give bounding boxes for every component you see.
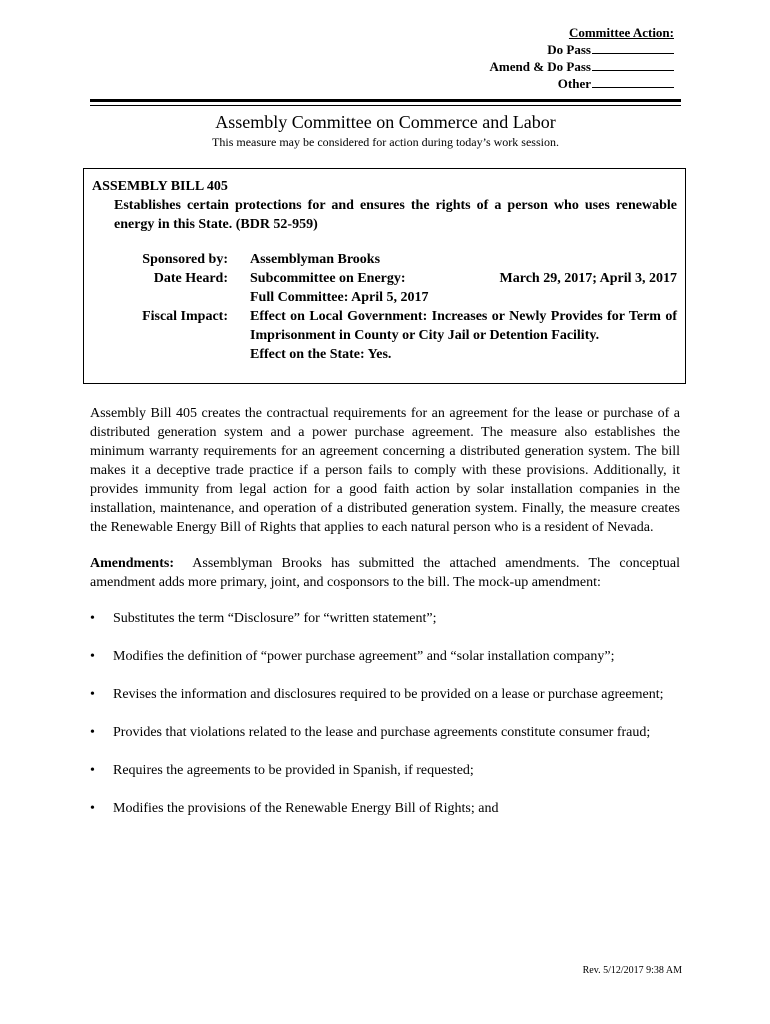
committee-title: Assembly Committee on Commerce and Labor [215, 112, 556, 132]
header-rule-thick [90, 99, 681, 102]
amendment-list [90, 609, 680, 818]
bullet-icon: • [90, 763, 95, 778]
sponsor-label: Sponsored by: [142, 252, 228, 267]
bill-summary: Establishes certain protections for and ensures the rights of a person who uses renewable energy in this State. (BDR 52-959) [114, 198, 677, 232]
fiscal-impact-state: Effect on the State: Yes. [250, 347, 392, 362]
bill-summary-box [83, 168, 686, 384]
amendments-label: Amendments: [90, 556, 174, 571]
bullet-icon: • [90, 801, 95, 816]
header-rule-thin [90, 105, 681, 106]
subcommittee-dates [250, 269, 677, 288]
action-blank [592, 42, 674, 54]
list-item: • Requires the agreements to be provided in Spanish, if requested; [90, 763, 474, 778]
subcommittee-date-list: March 29, 2017; April 3, 2017 [499, 271, 677, 286]
committee-action-block [490, 24, 674, 92]
bullet-icon: • [90, 649, 95, 664]
bill-body [90, 404, 680, 837]
bullet-icon: • [90, 611, 95, 626]
list-item: • Modifies the provisions of the Renewable Energy Bill of Rights; and [90, 801, 499, 816]
amendments-text: Assemblyman Brooks has submitted the attached amendments. The conceptual amendment adds more primary, joint, and cosponsors to the bill. The mock-up amendment: [90, 556, 680, 590]
fiscal-impact-label: Fiscal Impact: [142, 309, 228, 324]
list-item: • Substitutes the term “Disclosure” for “written statement”; [90, 611, 437, 626]
full-committee-date: Full Committee: April 5, 2017 [250, 290, 429, 305]
committee-action-heading: Committee Action: [568, 25, 674, 40]
work-session-note: This measure may be considered for action during today’s work session. [212, 135, 559, 149]
fiscal-impact-row [92, 307, 677, 364]
list-item: • Provides that violations related to the lease and purchase agreements constitute consumer fraud; [90, 725, 651, 740]
bill-description: Assembly Bill 405 creates the contractual requirements for an agreement for the lease or purchase of a distributed generation system and a power purchase agreement. The measure also establishes the minimum warranty requirements for an agreement concerning a distributed generation system. The bill makes it a deceptive trade practice if a person fails to comply with these provisions. Additionally, it provides immunity from legal action for a good faith action by solar installation companies in the installation, maintenance, and operation of a distributed generation system. Finally, the measure creates the Renewable Energy Bill of Rights that applies to each natural person who is a resident of Nevada. [90, 406, 680, 535]
date-heard-row [92, 269, 677, 307]
amendments-paragraph [90, 554, 680, 592]
action-blank [592, 76, 674, 88]
action-blank [592, 59, 674, 71]
bill-number: ASSEMBLY BILL 405 [92, 179, 228, 194]
bullet-icon: • [90, 725, 95, 740]
date-heard-label: Date Heard: [153, 271, 228, 286]
sponsor-value: Assemblyman Brooks [250, 252, 381, 267]
list-item: • Revises the information and disclosures required to be provided on a lease or purchase agreement; [90, 687, 664, 702]
action-option-amend-do-pass: Amend & Do Pass [490, 58, 674, 75]
sponsor-row [92, 250, 677, 269]
bullet-icon: • [90, 687, 95, 702]
revision-stamp: Rev. 5/12/2017 9:38 AM [582, 965, 682, 976]
fiscal-impact-value [250, 307, 677, 364]
fiscal-impact-local: Effect on Local Government: Increases or Newly Provides for Term of Imprisonment in County or City Jail or Detention Facility. [250, 309, 677, 343]
subcommittee-label: Subcommittee on Energy: [250, 271, 406, 286]
action-option-other: Other [490, 75, 674, 92]
action-option-do-pass: Do Pass [490, 41, 674, 58]
list-item: • Modifies the definition of “power purchase agreement” and “solar installation company”; [90, 649, 615, 664]
date-heard-value [250, 269, 677, 307]
